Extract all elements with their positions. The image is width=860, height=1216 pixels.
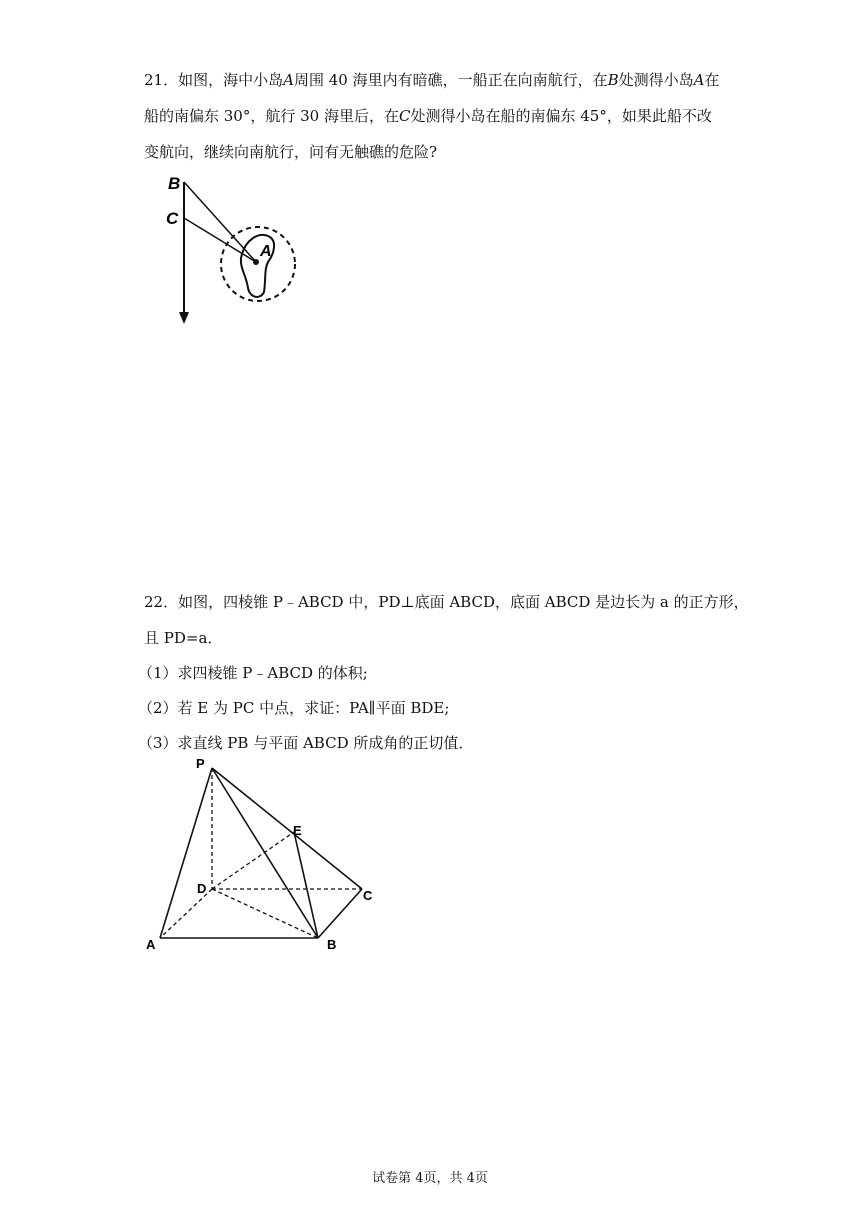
edge-pc <box>212 768 362 889</box>
island-a-ref-2: A <box>693 71 705 89</box>
question-22-statement: 22．如图，四棱锥 P﹣ABCD 中，PD⊥底面 ABCD，底面 ABCD 是边长为 a 的正方形， <box>144 593 749 611</box>
vertex-label-c: C <box>363 888 373 903</box>
q21-text-part: 如图，海中小岛 <box>178 71 284 89</box>
page-footer: 试卷第 4页，共 4页 <box>372 1171 488 1186</box>
edge-bc <box>318 889 362 938</box>
label-b: B <box>168 174 181 193</box>
sight-line-b-a <box>184 182 256 262</box>
q21-text-part: 在船的南偏东 30°，航行 30 海里后，在 <box>144 71 720 125</box>
q21-text-part: 处测得小岛 <box>618 71 694 89</box>
q21-text-part: 处测得小岛在船的南偏东 45°，如果此船不改变航向，继续向南航行，问有无触礁的危险? <box>144 107 712 161</box>
sight-line-c-a <box>184 218 256 262</box>
edge-pa <box>160 768 212 938</box>
vertex-label-a: A <box>146 937 156 952</box>
question-22-part-1: （1）求四棱锥 P﹣ABCD 的体积; <box>138 664 368 682</box>
edge-pb <box>212 768 318 938</box>
question-22-part-2: （2）若 E 为 PC 中点，求证：PA∥平面 BDE; <box>138 699 450 717</box>
point-c-ref: C <box>398 107 411 125</box>
figure-22-pyramid-diagram <box>140 752 390 962</box>
island-a-ref: A <box>283 71 294 89</box>
question-22-part-3: （3）求直线 PB 与平面 ABCD 所成角的正切值． <box>138 734 474 752</box>
vertex-label-p: P <box>196 756 205 771</box>
question-21-number: 21． <box>144 71 179 89</box>
south-arrow-head <box>179 312 189 324</box>
question-22-condition: 且 PD=a． <box>144 629 223 647</box>
vertex-label-d: D <box>197 881 207 896</box>
figure-21-navigation-diagram <box>160 170 320 330</box>
segment-be <box>294 832 318 938</box>
point-b-ref: B <box>607 71 619 89</box>
vertex-label-b: B <box>327 937 337 952</box>
island-a-point <box>253 259 259 265</box>
label-a: A <box>260 243 272 260</box>
label-c: C <box>166 209 179 228</box>
vertex-label-e: E <box>293 823 302 838</box>
q21-text-part: 周围 40 海里内有暗礁，一船正在向南航行，在 <box>293 71 608 89</box>
question-21-text <box>144 62 724 170</box>
